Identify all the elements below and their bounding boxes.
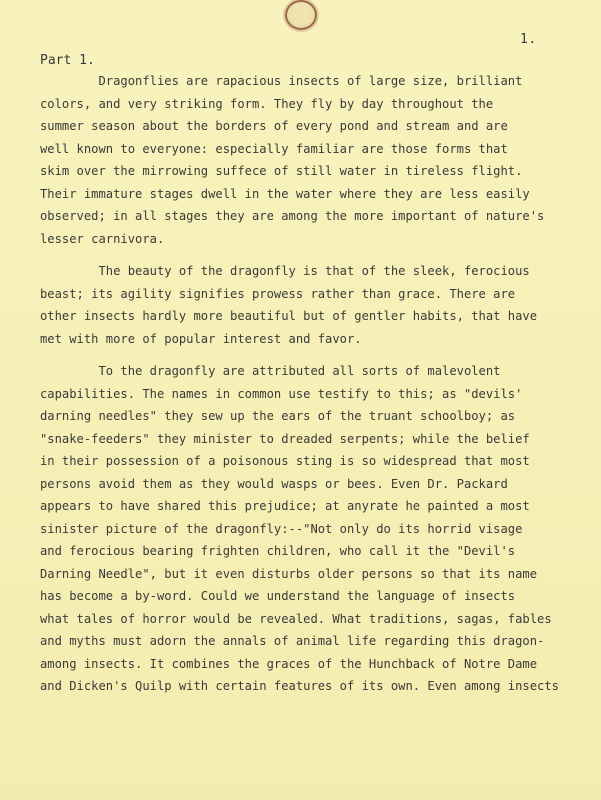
text-line: and myths must adorn the annals of animal life regarding this dragon-	[40, 634, 545, 648]
text-line: skim over the mirrowing suffece of still water in tireless flight.	[40, 164, 523, 178]
text-line: and ferocious bearing frighten children, who call it the "Devil's	[40, 544, 516, 558]
text-line: The beauty of the dragonfly is that of the sleek, ferocious	[40, 264, 530, 278]
paragraph	[40, 70, 575, 250]
paragraph	[40, 260, 575, 350]
text-line: Darning Needle", but it even disturbs older persons so that its name	[40, 566, 538, 581]
text-line: colors, and very striking form. They fly by day throughout the	[40, 96, 494, 111]
text-line: appears to have shared this prejudice; at anyrate he painted a most	[40, 499, 530, 513]
text-line: well known to everyone: especially familiar are those forms that	[40, 141, 508, 156]
section-heading: Part 1.	[40, 53, 95, 68]
text-line: other insects hardly more beautiful but of gentler habits, that have	[40, 309, 538, 323]
text-line: in their possession of a poisonous sting is so widespread that most	[40, 454, 530, 468]
punch-hole	[285, 0, 317, 30]
text-line: capabilities. The names in common use testify to this; as "devils'	[40, 386, 523, 401]
paragraph-gap	[40, 350, 575, 360]
text-line: has become a by-word. Could we understand the language of insects	[40, 589, 516, 603]
text-line: what tales of horror would be revealed. What traditions, sagas, fables	[40, 611, 552, 626]
text-line: beast; its agility signifies prowess rather than grace. There are	[40, 286, 516, 301]
text-line: darning needles" they sew up the ears of the truant schoolboy; as	[40, 409, 516, 423]
text-line: and Dicken's Quilp with certain features of its own. Even among insects	[40, 679, 559, 693]
paragraph	[40, 360, 575, 698]
text-line: Dragonflies are rapacious insects of large size, brilliant	[40, 74, 523, 88]
body-text	[40, 70, 575, 698]
text-line: summer season about the borders of every pond and stream and are	[40, 119, 508, 133]
text-line: Their immature stages dwell in the water where they are less easily	[40, 186, 530, 201]
text-line: persons avoid them as they would wasps or bees. Even Dr. Packard	[40, 476, 508, 491]
text-line: sinister picture of the dragonfly:--"Not only do its horrid visage	[40, 521, 523, 536]
paragraph-gap	[40, 250, 575, 260]
text-line: among insects. It combines the graces of the Hunchback of Notre Dame	[40, 656, 538, 671]
text-line: observed; in all stages they are among the more important of nature's	[40, 209, 545, 223]
text-line: lesser carnivora.	[40, 231, 165, 246]
text-line: met with more of popular interest and favor.	[40, 331, 362, 346]
page-number: 1.	[520, 32, 537, 47]
text-line: To the dragonfly are attributed all sorts of malevolent	[40, 364, 501, 378]
text-line: "snake-feeders" they minister to dreaded serpents; while the belief	[40, 431, 530, 446]
